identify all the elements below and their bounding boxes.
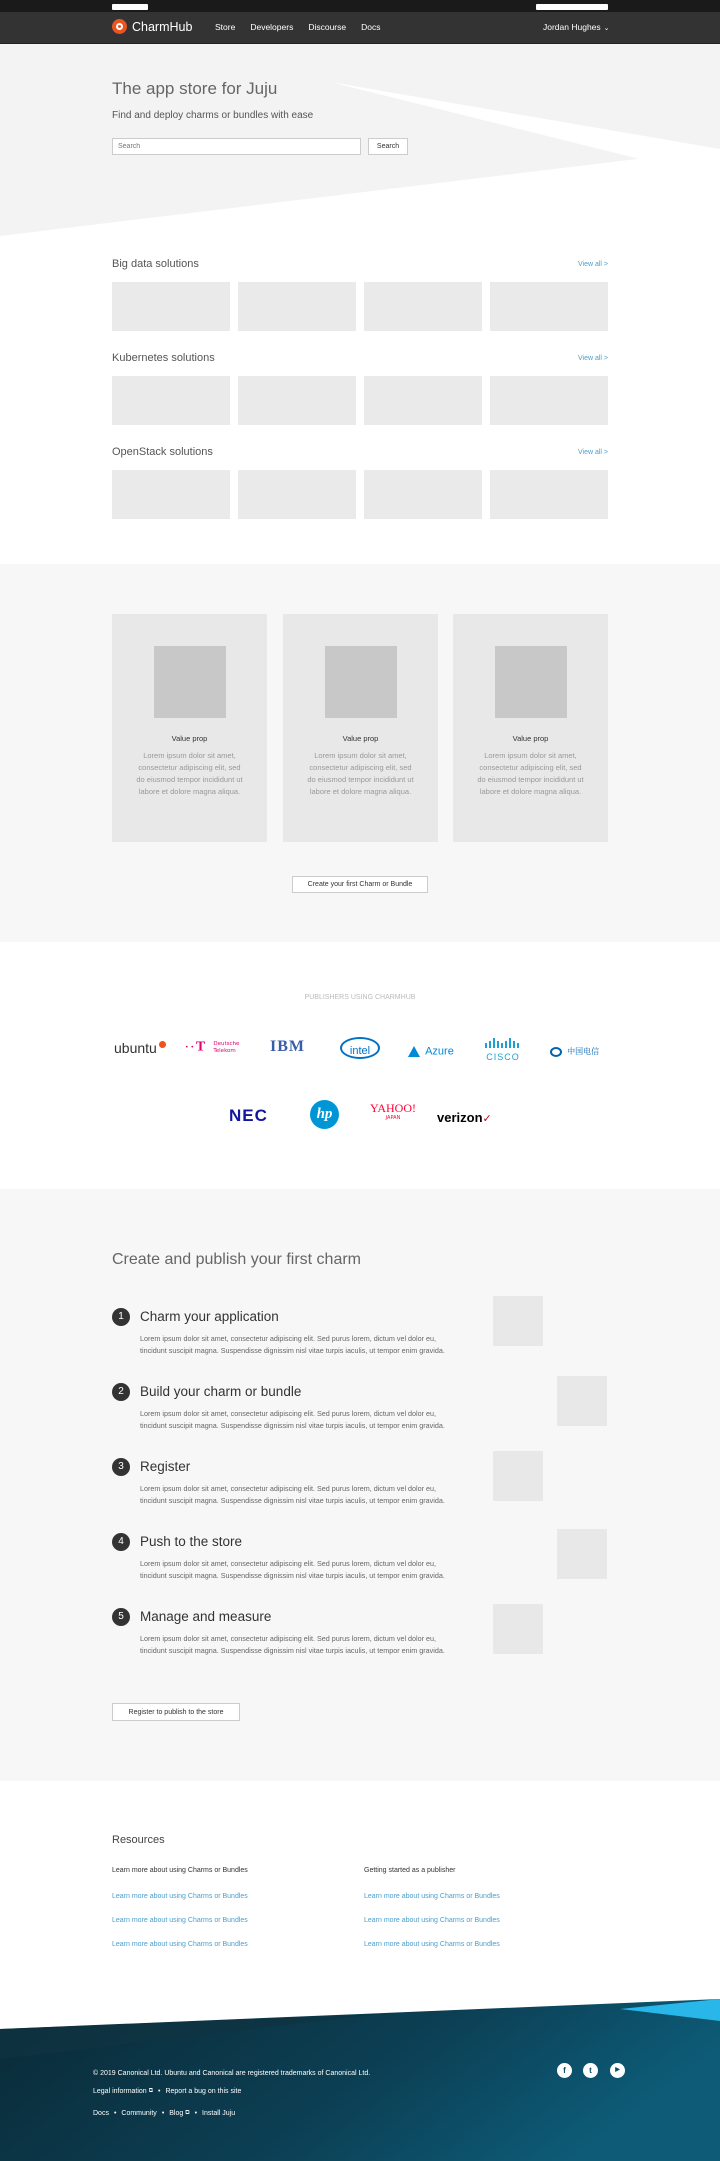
nav-link-docs[interactable]: Docs	[361, 22, 381, 32]
ubuntu-circle-icon	[159, 1041, 166, 1048]
resources-column-heading: Getting started as a publisher	[364, 1867, 456, 1874]
bullet-separator: •	[158, 2088, 161, 2095]
solution-group-openstack	[112, 444, 608, 519]
ubuntu-logo: ubuntu	[114, 1038, 166, 1057]
value-prop-card	[283, 614, 438, 842]
azure-icon	[408, 1046, 420, 1057]
step-image	[557, 1376, 607, 1426]
user-menu[interactable]	[543, 22, 610, 32]
solution-card[interactable]	[112, 282, 230, 331]
footer-links-row-2	[93, 2110, 235, 2117]
external-link-icon: ⧉	[185, 2110, 190, 2116]
footer-background	[0, 1999, 720, 2161]
solution-title: Big data solutions	[112, 258, 199, 270]
create-publish-title: Create and publish your first charm	[112, 1251, 361, 1268]
value-prop-image	[154, 646, 226, 718]
deutsche-telekom-logo: • • T Deutsche Telekom	[185, 1039, 240, 1055]
value-prop-title: Value prop	[171, 734, 208, 743]
step-image	[493, 1604, 543, 1654]
user-name: Jordan Hughes	[543, 22, 601, 32]
view-all-link[interactable]: View all >	[577, 354, 608, 362]
resource-link[interactable]: Learn more about using Charms or Bundles	[364, 1917, 500, 1924]
chevron-down-icon: ⌄	[603, 25, 610, 32]
legal-info-link[interactable]: Legal information	[93, 2088, 147, 2095]
report-bug-link[interactable]: Report a bug on this site	[165, 2088, 242, 2095]
twitter-icon[interactable]: t	[583, 2063, 598, 2078]
solutions-section	[0, 236, 720, 564]
resource-link[interactable]: Learn more about using Charms or Bundles	[364, 1893, 500, 1900]
resources-section	[0, 1781, 720, 2030]
solution-card[interactable]	[238, 376, 356, 425]
step-number: 3	[112, 1458, 130, 1476]
nav-link-discourse[interactable]: Discourse	[308, 22, 347, 32]
global-nav-placeholder-right[interactable]	[536, 4, 608, 10]
cisco-logo: CISCO	[484, 1033, 522, 1062]
step-image	[493, 1296, 543, 1346]
solution-card[interactable]	[112, 376, 230, 425]
search-input[interactable]	[112, 138, 361, 155]
solution-card[interactable]	[238, 282, 356, 331]
step-title: Push to the store	[140, 1534, 243, 1549]
solution-card[interactable]	[364, 282, 482, 331]
nav-link-developers[interactable]: Developers	[250, 22, 294, 32]
resources-column-2	[364, 1867, 594, 1948]
hp-logo: hp	[310, 1100, 339, 1129]
resource-link[interactable]: Learn more about using Charms or Bundles	[112, 1893, 248, 1900]
solution-card[interactable]	[490, 376, 608, 425]
solution-card[interactable]	[490, 282, 608, 331]
yahoo-japan-logo: YAHOO! JAPAN	[370, 1101, 416, 1121]
facebook-icon[interactable]: f	[557, 2063, 572, 2078]
resource-link[interactable]: Learn more about using Charms or Bundles	[364, 1941, 500, 1948]
value-prop-image	[325, 646, 397, 718]
telekom-dots-icon: • •	[185, 1044, 196, 1051]
verizon-logo: verizon✓	[437, 1110, 492, 1125]
bullet-separator: •	[113, 2110, 117, 2117]
publishers-section	[0, 942, 720, 1189]
value-prop-title: Value prop	[512, 734, 549, 743]
value-prop-text: Lorem ipsum dolor sit amet, consectetur adipiscing elit, sed do eiusmod tempor incididunt ut labore et dolore magna aliqua.	[307, 751, 414, 796]
value-props-section	[0, 564, 720, 942]
footer-docs-link[interactable]: Docs	[93, 2110, 109, 2117]
verizon-check-icon: ✓	[482, 1112, 492, 1125]
footer-install-juju-link[interactable]: Install Juju	[202, 2110, 236, 2117]
brand[interactable]	[112, 19, 192, 34]
step-title: Charm your application	[140, 1309, 279, 1324]
azure-logo: Azure	[408, 1041, 454, 1060]
footer	[0, 1999, 720, 2161]
step-text: Lorem ipsum dolor sit amet, consectetur adipiscing elit. Sed purus lorem, dictum vel dolor eu, tincidunt suscipit magna. Suspendisse dignissim nisl vitae turpis iaculis, ut tempor enim gravida.	[140, 1334, 445, 1355]
top-strip	[0, 0, 720, 12]
step-text: Lorem ipsum dolor sit amet, consectetur adipiscing elit. Sed purus lorem, dictum vel dolor eu, tincidunt suscipit magna. Suspendisse dignissim nisl vitae turpis iaculis, ut tempor enim gravida.	[140, 1634, 445, 1655]
solution-title: Kubernetes solutions	[112, 352, 215, 364]
view-all-link[interactable]: View all >	[577, 448, 608, 456]
step-title: Manage and measure	[140, 1609, 272, 1624]
step-text: Lorem ipsum dolor sit amet, consectetur adipiscing elit. Sed purus lorem, dictum vel dolor eu, tincidunt suscipit magna. Suspendisse dignissim nisl vitae turpis iaculis, ut tempor enim gravida.	[140, 1484, 445, 1505]
publishers-title: PUBLISHERS USING CHARMHUB	[304, 994, 416, 1001]
navbar	[0, 12, 720, 44]
solution-card[interactable]	[364, 376, 482, 425]
resource-link[interactable]: Learn more about using Charms or Bundles	[112, 1941, 248, 1948]
bullet-separator: •	[161, 2110, 165, 2117]
value-prop-image	[495, 646, 567, 718]
telekom-t-icon: T	[195, 1039, 206, 1055]
footer-blog-link[interactable]: Blog	[169, 2110, 184, 2117]
search-button[interactable]: Search	[368, 138, 408, 155]
value-prop-card	[112, 614, 267, 842]
cisco-bars-icon	[484, 1038, 522, 1048]
brand-name: CharmHub	[132, 19, 193, 34]
solution-group-kubernetes	[112, 350, 608, 425]
resources-column-heading: Learn more about using Charms or Bundles	[112, 1867, 248, 1874]
create-charm-button[interactable]: Create your first Charm or Bundle	[292, 876, 428, 893]
resource-link[interactable]: Learn more about using Charms or Bundles	[112, 1917, 248, 1924]
step-title: Register	[140, 1459, 191, 1474]
footer-community-link[interactable]: Community	[121, 2110, 157, 2117]
china-telecom-icon	[550, 1047, 562, 1057]
footer-links-row-1	[93, 2088, 241, 2095]
solution-card[interactable]	[238, 470, 356, 519]
hero	[0, 44, 720, 236]
youtube-icon[interactable]: ▶	[610, 2063, 625, 2078]
ibm-logo: IBM	[270, 1038, 305, 1055]
external-link-icon: ⧉	[148, 2088, 153, 2094]
step-title: Build your charm or bundle	[140, 1384, 302, 1399]
nec-logo: NEC	[229, 1106, 268, 1125]
charmhub-logo-icon	[112, 19, 127, 34]
value-prop-card	[453, 614, 608, 842]
hero-title: The app store for Juju	[112, 79, 278, 98]
resources-column-1	[112, 1867, 342, 1948]
step-text: Lorem ipsum dolor sit amet, consectetur adipiscing elit. Sed purus lorem, dictum vel dolor eu, tincidunt suscipit magna. Suspendisse dignissim nisl vitae turpis iaculis, ut tempor enim gravida.	[140, 1559, 445, 1580]
footer-copyright: © 2019 Canonical Ltd. Ubuntu and Canonical are registered trademarks of Canonical Ltd.	[93, 2070, 371, 2077]
solution-card[interactable]	[112, 470, 230, 519]
global-nav-placeholder[interactable]	[112, 4, 148, 10]
intel-logo: intel	[340, 1037, 380, 1059]
value-prop-title: Value prop	[342, 734, 379, 743]
solution-card[interactable]	[490, 470, 608, 519]
view-all-link[interactable]: View all >	[577, 260, 608, 268]
china-telecom-logo: 中国电信	[550, 1041, 599, 1060]
step-image	[493, 1451, 543, 1501]
step-number: 4	[112, 1533, 130, 1551]
step-text: Lorem ipsum dolor sit amet, consectetur adipiscing elit. Sed purus lorem, dictum vel dolor eu, tincidunt suscipit magna. Suspendisse dignissim nisl vitae turpis iaculis, ut tempor enim gravida.	[140, 1409, 445, 1430]
value-prop-text: Lorem ipsum dolor sit amet, consectetur adipiscing elit, sed do eiusmod tempor incididunt ut labore et dolore magna aliqua.	[477, 751, 584, 796]
hero-subtitle: Find and deploy charms or bundles with ease	[112, 110, 314, 121]
bullet-separator: •	[194, 2110, 198, 2117]
step-number: 5	[112, 1608, 130, 1626]
nav-link-store[interactable]: Store	[215, 22, 236, 32]
register-publish-button[interactable]: Register to publish to the store	[112, 1703, 240, 1721]
nav-links	[215, 22, 396, 32]
solution-card[interactable]	[364, 470, 482, 519]
resources-title: Resources	[112, 1834, 165, 1846]
solution-title: OpenStack solutions	[112, 446, 213, 458]
create-publish-section	[0, 1189, 720, 1781]
solution-group-big-data	[112, 256, 608, 331]
step-number: 1	[112, 1308, 130, 1326]
step-number: 2	[112, 1383, 130, 1401]
step-image	[557, 1529, 607, 1579]
value-prop-text: Lorem ipsum dolor sit amet, consectetur adipiscing elit, sed do eiusmod tempor incididunt ut labore et dolore magna aliqua.	[136, 751, 243, 796]
